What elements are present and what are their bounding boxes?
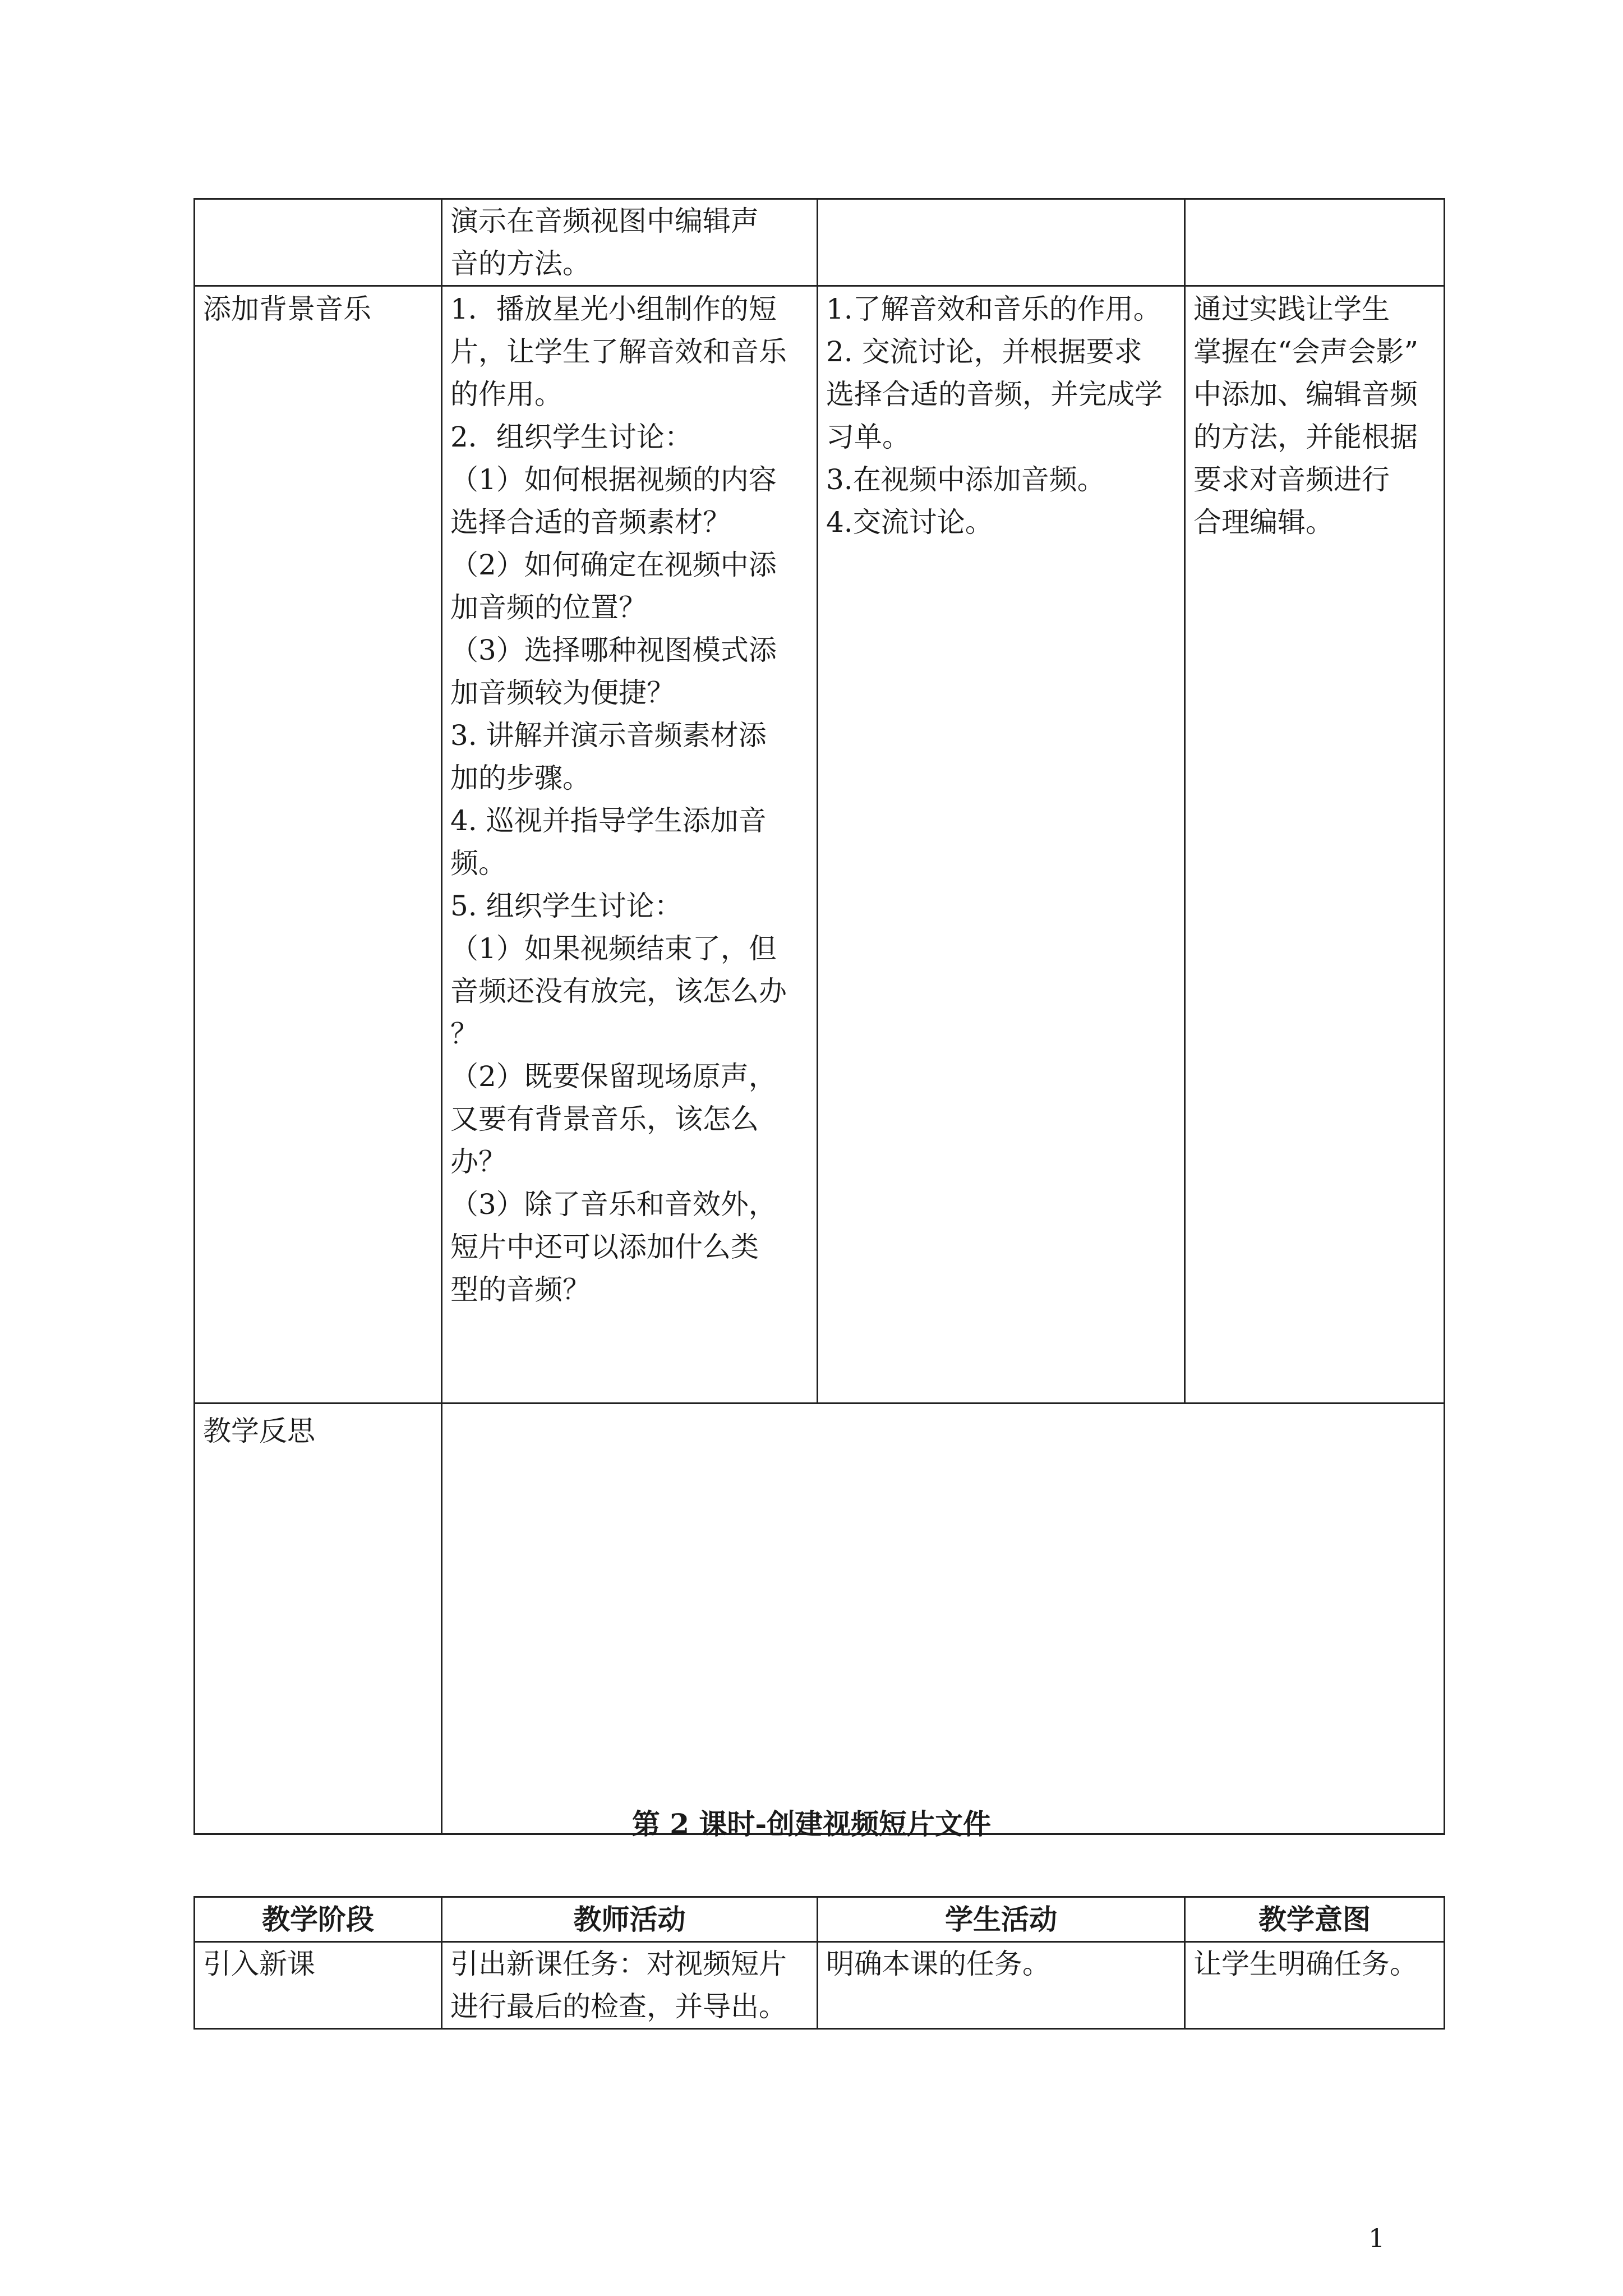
table-header-row bbox=[195, 1897, 1445, 1942]
teaching-intent-cell: 通过实践让学生 掌握在“会声会影” 中添加、编辑音频 的方法，并能根据 要求对音频进行 合理编辑。 bbox=[1185, 286, 1445, 1404]
teaching-intent-cell: 让学生明确任务。 bbox=[1185, 1942, 1445, 2029]
teacher-activity-cell: 引出新课任务：对视频短片 进行最后的检查，并导出。 bbox=[442, 1942, 818, 2029]
column-header-stage: 教学阶段 bbox=[195, 1897, 442, 1942]
table-row bbox=[195, 1404, 1445, 1834]
teacher-activity-cell: 1．播放星光小组制作的短 片，让学生了解音效和音乐 的作用。 2．组织学生讨论： （1）如何根据视频的内容 选择合适的音频素材？ （2）如何确定在视频中添 加音频的位置？ （3）选择哪种视图模式添 加音频较为便捷？ 3. 讲解并演示音频素材添 加的步骤。 4. 巡视并指导学生添加音 频。 5. 组织学生讨论： （1）如果视频结束了，但 音频还没有放完，该怎么办 ？ （2）既要保留现场原声， 又要有背景音乐，该怎么 办？ （3）除了音乐和音效外， 短片中还可以添加什么类 型的音频？ bbox=[442, 286, 818, 1404]
table-row bbox=[195, 1942, 1445, 2029]
lesson-plan-table-1 bbox=[193, 198, 1445, 1835]
stage-cell: 添加背景音乐 bbox=[195, 286, 442, 1404]
section-title: 第 2 课时-创建视频短片文件 bbox=[631, 1807, 992, 1841]
page-number: 1 bbox=[1368, 2223, 1385, 2253]
column-header-student: 学生活动 bbox=[818, 1897, 1185, 1942]
stage-cell: 引入新课 bbox=[195, 1942, 442, 2029]
student-activity-cell: 1.了解音效和音乐的作用。 2. 交流讨论，并根据要求 选择合适的音频，并完成学 习单。 3.在视频中添加音频。 4.交流讨论。 bbox=[818, 286, 1185, 1404]
teacher-activity-cell: 演示在音频视图中编辑声 音的方法。 bbox=[442, 199, 818, 286]
column-header-intent: 教学意图 bbox=[1185, 1897, 1445, 1942]
column-header-teacher: 教师活动 bbox=[442, 1897, 818, 1942]
stage-cell bbox=[195, 199, 442, 286]
student-activity-cell: 明确本课的任务。 bbox=[818, 1942, 1185, 2029]
reflection-cell bbox=[442, 1404, 1445, 1834]
teaching-intent-cell bbox=[1185, 199, 1445, 286]
table-row bbox=[195, 199, 1445, 286]
lesson-plan-table-2 bbox=[193, 1896, 1445, 2030]
table-row bbox=[195, 286, 1445, 1404]
stage-cell: 教学反思 bbox=[195, 1404, 442, 1834]
student-activity-cell bbox=[818, 199, 1185, 286]
